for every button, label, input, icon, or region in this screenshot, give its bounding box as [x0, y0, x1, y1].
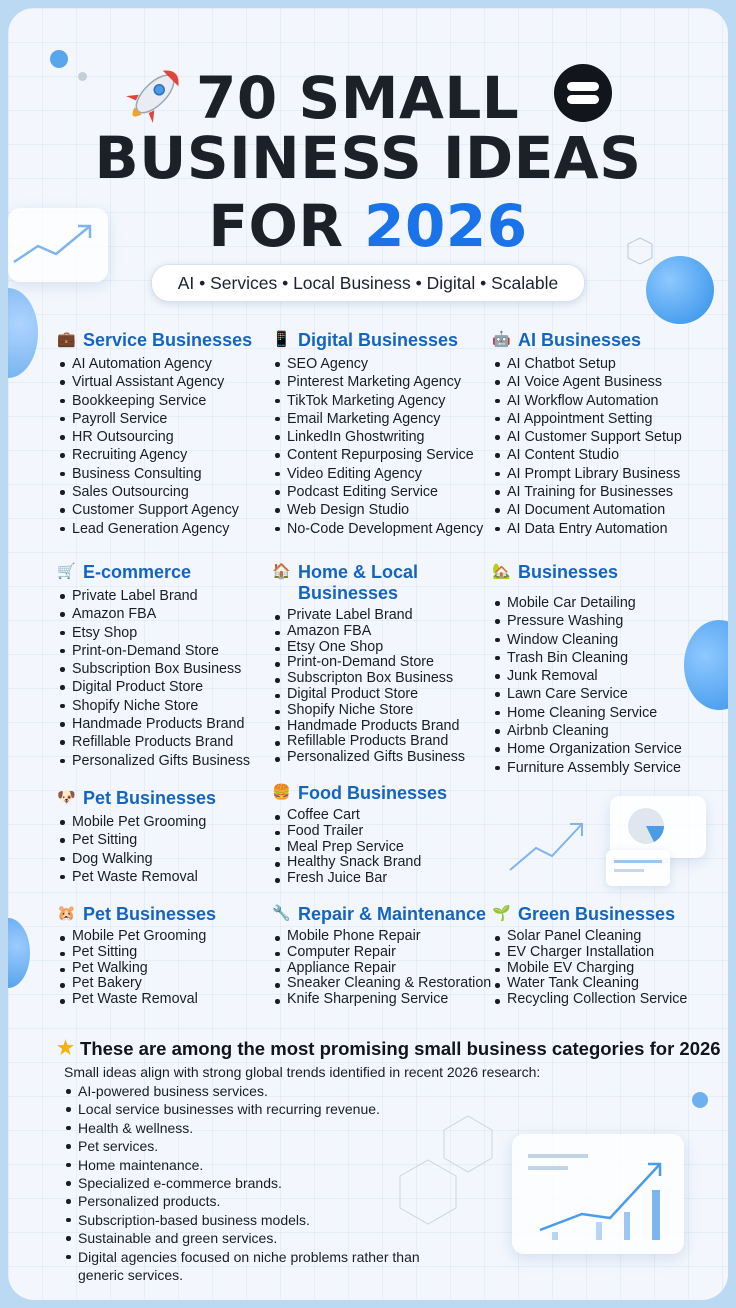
- section-title: Digital Businesses: [298, 330, 459, 350]
- section-businesses: [492, 562, 682, 777]
- list-item: EV Charger Installation: [507, 945, 687, 961]
- list-item: AI Voice Agent Business: [507, 373, 682, 391]
- list-item: HR Outsourcing: [72, 428, 252, 446]
- summary-heading: [57, 1037, 721, 1060]
- list-item: Mobile EV Charging: [507, 961, 687, 977]
- title-line-2: BUSINESS IDEAS: [94, 124, 642, 192]
- list-item: AI Content Studio: [507, 446, 682, 464]
- briefcase-icon: 💼: [57, 331, 76, 348]
- hamster-icon: 🐹: [57, 905, 76, 922]
- list-item: Pet Sitting: [72, 831, 216, 849]
- summary-title: These are among the most promising small business categories for 2026: [80, 1037, 721, 1059]
- rocket-icon: [124, 64, 186, 124]
- list-item: No-Code Development Agency: [287, 520, 484, 537]
- summary-list: [64, 1082, 458, 1284]
- section-title-line-2: Businesses: [298, 583, 399, 603]
- list-item: TikTok Marketing Agency: [287, 392, 483, 410]
- green-list: [492, 929, 687, 1008]
- list-item: Print-on-Demand Store: [287, 655, 465, 671]
- phone-icon: 📱: [272, 331, 291, 348]
- list-item: AI Training for Businesses: [507, 483, 682, 501]
- list-item: Payroll Service: [72, 410, 252, 428]
- list-item: Sales Outsourcing: [72, 483, 252, 501]
- section-food: [272, 783, 447, 887]
- list-item: Content Repurposing Service: [287, 446, 483, 464]
- list-item: Bookkeeping Service: [72, 392, 252, 410]
- section-title: Service Businesses: [83, 330, 253, 350]
- list-item: Trash Bin Cleaning: [507, 649, 682, 667]
- list-item: AI Automation Agency: [72, 355, 252, 373]
- list-item: Knife Sharpening Service: [287, 992, 491, 1008]
- list-item: Local service businesses with recurring revenue.: [78, 1100, 458, 1118]
- list-item: Meal Prep Service: [287, 840, 447, 856]
- title-text-1: 70 SMALL: [196, 64, 520, 132]
- dog-icon: 🐶: [57, 789, 76, 806]
- pet2-list: [57, 929, 216, 1008]
- list-item: Solar Panel Cleaning: [507, 929, 687, 945]
- section-repair: [272, 904, 491, 1008]
- food-list: [272, 808, 447, 887]
- list-item: Window Cleaning: [507, 631, 682, 649]
- section-home-local: [272, 562, 465, 766]
- list-item: AI Chatbot Setup: [507, 355, 682, 373]
- list-item: Virtual Assistant Agency: [72, 373, 252, 391]
- list-item: Coffee Cart: [287, 808, 447, 824]
- decor-chart-card: [512, 1134, 684, 1254]
- list-item: Pet Waste Removal: [72, 868, 216, 886]
- decor-orb-right-mid: [684, 620, 728, 710]
- repair-list: [272, 929, 491, 1008]
- list-item: Subscription-based business models.: [78, 1211, 458, 1229]
- list-item: Digital Product Store: [72, 678, 250, 696]
- list-item: Podcast Editing Service: [287, 483, 483, 501]
- list-item: Home Organization Service: [507, 741, 682, 758]
- trend-line-icon: [506, 814, 596, 874]
- digital-list: [272, 355, 483, 538]
- ecommerce-list: [57, 587, 250, 770]
- summary-list-container: [64, 1082, 458, 1284]
- cart-icon: 🛒: [57, 563, 76, 580]
- list-item: Customer Support Agency: [72, 501, 252, 519]
- title-line-1: [0, 64, 736, 132]
- list-item: Sneaker Cleaning & Restoration: [287, 975, 492, 992]
- section-pet-2: [57, 904, 216, 1008]
- section-title: Food Businesses: [298, 783, 448, 803]
- list-item: Pet Waste Removal: [72, 992, 216, 1008]
- list-item: Healthy Snack Brand: [287, 855, 447, 871]
- list-item: Handmade Products Brand: [287, 719, 465, 735]
- list-item: Food Trailer: [287, 824, 447, 840]
- list-item: Health & wellness.: [78, 1119, 458, 1137]
- list-item: Furniture Assembly Service: [507, 759, 682, 776]
- list-item: Email Marketing Agency: [287, 410, 483, 428]
- list-item: AI Prompt Library Business: [507, 465, 681, 482]
- list-item: Web Design Studio: [287, 501, 483, 519]
- list-item: Appliance Repair: [287, 961, 491, 977]
- list-item: AI-powered business services.: [78, 1082, 458, 1100]
- section-digital: [272, 330, 483, 538]
- list-item: Home maintenance.: [78, 1156, 458, 1174]
- title-prefix: FOR: [208, 192, 365, 260]
- growth-chart-icon: [512, 1134, 684, 1254]
- list-item: Specialized e-commerce brands.: [78, 1174, 458, 1192]
- list-item: Pet Walking: [72, 961, 216, 977]
- list-item: AI Data Entry Automation: [507, 520, 682, 538]
- section-title: AI Businesses: [518, 330, 642, 350]
- ai-list: [492, 355, 682, 538]
- section-title: Pet Businesses: [83, 788, 217, 808]
- list-item: Digital agencies focused on niche problems rather than generic services.: [78, 1248, 458, 1285]
- list-item: Subscription Box Business: [72, 660, 250, 678]
- list-item: Airbnb Cleaning: [507, 722, 682, 740]
- list-item: LinkedIn Ghostwriting: [287, 428, 483, 446]
- decor-orb-left-low: [8, 918, 30, 988]
- homelocal-list: [272, 608, 465, 766]
- section-pet-1: [57, 788, 216, 886]
- list-item: Personalized products.: [78, 1192, 458, 1210]
- title-pill-icon: [554, 64, 612, 122]
- wrench-icon: 🔧: [272, 905, 291, 922]
- list-item: Private Label Brand: [287, 608, 465, 624]
- list-item: Junk Removal: [507, 667, 682, 685]
- list-item: SEO Agency: [287, 355, 483, 373]
- list-item: Personalized Gifts Business: [72, 752, 250, 769]
- list-item: AI Workflow Automation: [507, 392, 682, 410]
- list-item: AI Customer Support Setup: [507, 429, 682, 446]
- section-title: Pet Businesses: [83, 904, 217, 924]
- section-title: [298, 562, 418, 604]
- list-item: Home Cleaning Service: [507, 704, 682, 722]
- list-item: Fresh Juice Bar: [287, 871, 447, 887]
- list-item: Water Tank Cleaning: [507, 976, 687, 992]
- list-item: Digital Product Store: [287, 687, 465, 703]
- list-item: Pet Sitting: [72, 945, 216, 961]
- home-icon: 🏡: [492, 563, 511, 580]
- list-item: Amazon FBA: [287, 624, 465, 640]
- section-title: Businesses: [518, 562, 619, 582]
- list-item: Refillable Products Brand: [287, 734, 465, 750]
- list-item: Dog Walking: [72, 850, 216, 868]
- list-item: Refillable Products Brand: [72, 733, 250, 751]
- list-item: Business Consulting: [72, 465, 252, 483]
- service-list: [57, 355, 252, 538]
- list-item: Amazon FBA: [72, 605, 250, 623]
- list-item: Mobile Car Detailing: [507, 594, 682, 612]
- list-item: Video Editing Agency: [287, 465, 483, 483]
- list-item: Computer Repair: [287, 945, 491, 961]
- house-icon: 🏠: [272, 563, 291, 580]
- decor-list-card: [606, 850, 670, 886]
- summary-intro: Small ideas align with strong global trends identified in recent 2026 research:: [64, 1064, 541, 1080]
- title-year: 2026: [364, 192, 528, 260]
- burger-icon: 🍔: [272, 784, 291, 801]
- list-item: Lead Generation Agency: [72, 520, 252, 538]
- section-service: [57, 330, 252, 538]
- list-item: Sustainable and green services.: [78, 1229, 458, 1247]
- list-item: Recruiting Agency: [72, 446, 252, 464]
- list-item: Pet Bakery: [72, 976, 216, 992]
- list-item: AI Document Automation: [507, 501, 682, 519]
- list-item: Mobile Pet Grooming: [72, 813, 216, 831]
- list-item: Subscripton Box Business: [287, 671, 465, 687]
- list-item: Shopify Niche Store: [287, 703, 465, 719]
- decor-orb-left-edge: [8, 288, 38, 378]
- list-item: Recycling Collection Service: [507, 991, 688, 1008]
- list-item: Lawn Care Service: [507, 685, 682, 703]
- list-item: AI Appointment Setting: [507, 410, 682, 428]
- section-green: [492, 904, 687, 1008]
- decor-dot-right-low: [692, 1092, 708, 1108]
- section-title: Repair & Maintenance: [298, 904, 487, 924]
- businesses-list: [492, 594, 682, 777]
- list-item: Private Label Brand: [72, 587, 250, 605]
- pet1-list: [57, 813, 216, 886]
- list-item: Etsy Shop: [72, 624, 250, 642]
- list-item: Print-on-Demand Store: [72, 642, 250, 660]
- list-item: Shopify Niche Store: [72, 697, 250, 715]
- tagline-pill: AI • Services • Local Business • Digital • Scalable: [151, 264, 585, 302]
- section-ai: [492, 330, 682, 538]
- list-item: Etsy One Shop: [287, 640, 465, 656]
- list-item: Pinterest Marketing Agency: [287, 373, 483, 391]
- section-ecommerce: [57, 562, 250, 770]
- star-icon: ★: [57, 1038, 75, 1059]
- list-item: Pressure Washing: [507, 612, 682, 630]
- decor-pie-card: [610, 796, 706, 858]
- section-title: E-commerce: [83, 562, 192, 582]
- section-title-line-1: Home & Local: [298, 562, 419, 582]
- list-item: Pet services.: [78, 1137, 458, 1155]
- robot-icon: 🤖: [492, 331, 511, 348]
- list-item: Mobile Pet Grooming: [72, 929, 216, 945]
- list-item: Personalized Gifts Business: [287, 749, 465, 766]
- list-item: Handmade Products Brand: [72, 715, 250, 733]
- list-item: Mobile Phone Repair: [287, 929, 491, 945]
- title-line-3: [0, 192, 736, 260]
- pie-chart-icon: [610, 796, 706, 858]
- section-title: Green Businesses: [518, 904, 676, 924]
- seedling-icon: 🌱: [492, 905, 511, 922]
